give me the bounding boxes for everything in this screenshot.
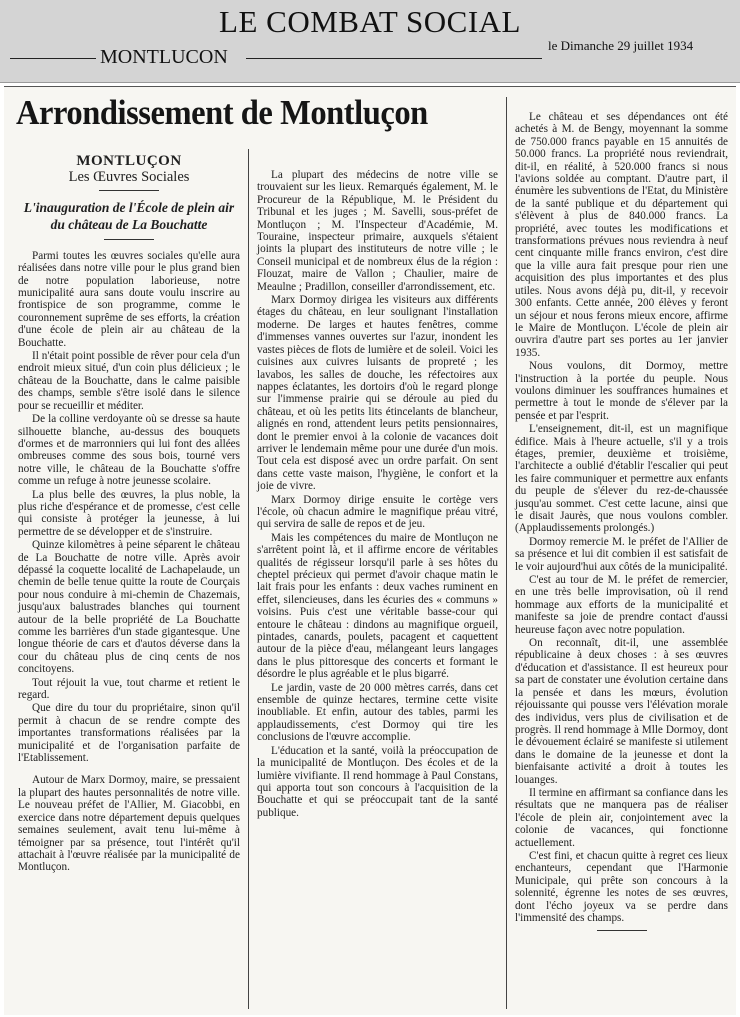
subsection-heading: Les Œuvres Sociales [68, 169, 190, 186]
paragraph: Marx Dormoy dirigea les visiteurs aux différents étages du château, en leur soulignant l'installation moderne. De larges et hautes fenêtres, comme d'immenses vannes ouvertes sur l'azur, inondent les vastes pièces de flots de lumière et de soleil. Voici les cuisines aux cuivres luisants de propreté ; les lavabos, les salles de douche, les réfectoires aux nappes éclatantes, les dortoirs d'où le regard plonge sur l'immense prairie qui se déroule au pied du château, et où les petits lits étincelants de blancheur, alignés en rond, attendent leurs petits pensionnaires, dont le premier envoi à la colonie de vacances doit arriver le lendemain même pour une durée d'un mois. Tout cela est disposé avec un ordre parfait. On sent dans cette vaste maison, l'hygiène, le confort et la joie de vivre. [257, 294, 498, 493]
banner-rule-left [10, 58, 96, 59]
newspaper-page [4, 86, 736, 1015]
article-title: Arrondissement de Montluçon [16, 93, 428, 132]
paragraph: Nous voulons, dit Dormoy, mettre l'instruction à la portée du peuple. Nous voulons diminuer les souffrances humaines et permettre à tout le monde de s'élever par la pensée et par l'esprit. [515, 360, 728, 422]
paragraph: L'enseignement, dit-il, est un magnifique édifice. Mais à l'heure actuelle, s'il y a trois étages, premier, deuxième et troisième, l'architecte a oublié d'établir l'escalier qui peut les faire communiquer et permettre aux enfants du peuple de s'élever du rez-de-chaussée jusqu'au sommet. C'est cette lacune, ainsi que le disait Jaurès, que nous voulons combler. (Applaudissements prolongés.) [515, 423, 728, 535]
paragraph: L'éducation et la santé, voilà la préoccupation de la municipalité de Montluçon. Des écoles et de la lumière vivifiante. Il rend hommage à Paul Constans, qui apporta tout son concours à l'acquisition de la Bouchatte et qui se préoccupait tant de la santé publique. [257, 744, 498, 819]
newspaper-title: LE COMBAT SOCIAL [219, 4, 521, 39]
paragraph: Le château et ses dépendances ont été achetés à M. de Bengy, moyennant la somme de 750.000 francs payable en 15 annuités de 50.000 francs. La propriété nous reviendrait, dit-il, en réalité, à 520.000 francs si nous l'avions soldée au comptant. D'autre part, il énumère les subventions de l'Etat, du Ministère de la santé publique et du département qui s'élèvent à plus de 840.000 francs. La propriété, avec toutes les modifications et transformations prévues nous reviendra à neuf cent cinquante mille francs environ, c'est dire que la ville aura fait presque pour rien une acquisition des plus importantes et des plus utiles. Nous avons déjà pu, dit-il, y recevoir 300 enfants. Cette année, 200 élèves y feront un séjour et nous ferons mieux encore, affirme le Maire de Montluçon. L'école de plein air ouvrira d'autre part ses portes au 1er janvier 1935. [515, 111, 728, 359]
paragraph: Quinze kilomètres à peine séparent le château de La Bouchatte de notre ville. Après avoir dépassé la coquette localité de Lachapelaude, un chemin de belle tenue quitte la route de Courçais pour nous conduire à mi-chemin de Chazemais, jusqu'aux balustrades blanches qui tournent autour de la belle propriété de La Bouchatte comme les barrières d'un stade gigantesque. Une longue théorie de cars et d'autos déverse dans la cour du château plus de cinq cents de nos concitoyens. [18, 539, 240, 676]
paragraph: Marx Dormoy dirige ensuite le cortège vers l'école, où chacun admire le magnifique préau vitré, qui servira de salle de repos et de jeu. [257, 493, 498, 531]
paragraph: Le jardin, vaste de 20 000 mètres carrés, dans cet ensemble de quinze hectares, termine cette visite inoubliable. Et enfin, autour des tables, parmi les applaudissements, c'est Dormoy qui tire les conclusions de l'œuvre accomplie. [257, 681, 498, 744]
banner-rule-right [246, 58, 542, 59]
paragraph: Autour de Marx Dormoy, maire, se pressaient la plupart des hautes personnalités de notre ville. Le nouveau préfet de l'Allier, M. Giacobbi, en exercice dans notre département depuis quelques semaines seulement, avait tenu lui-même à témoigner par sa présence, tout l'intérêt qu'il attachait à l'œuvre réalisée par la municipalité de Montluçon. [18, 774, 240, 874]
headline-rule [104, 239, 154, 240]
article-column-1 [18, 153, 240, 875]
column-divider-2 [506, 97, 507, 1009]
paragraph: La plus belle des œuvres, la plus noble, la plus riche d'espérance et de promesse, c'est celle qui consiste à protéger la jeunesse, à lui permettre de se développer et de s'instruire. [18, 488, 240, 538]
paragraph: C'est au tour de M. le préfet de remercier, en une très belle improvisation, où il rend hommage aux efforts de la municipalité et manifeste sa joie de prendre contact d'aussi heureuse façon avec notre population. [515, 574, 728, 636]
article-end-rule [597, 930, 647, 931]
paragraph: Que dire du tour du propriétaire, sinon qu'il permit à chacun de se rendre compte des importantes transformations réalisées par la municipalité et de l'organisation parfaite de l'Etablissement. [18, 702, 240, 765]
paragraph: On reconnaît, dit-il, une assemblée républicaine à deux choses : à ses œuvres d'éducation et d'assistance. Il est heureux pour sa part de constater une évolution certaine dans la pensée et dans les mœurs, évolution réjouissante qui pousse vers l'élévation morale des individus, vers plus de civilisation et de progrès. Il rend hommage à Mlle Dormoy, dont le dévouement éclairé se manifeste si utilement dans le domaine de la jeunesse et dont la bienfaisante activité a droit à toutes les louanges. [515, 637, 728, 786]
paragraph: Mais les compétences du maire de Montluçon ne s'arrêtent point là, et il affirme encore de véritables qualités de régisseur lorsqu'il parle à ses hôtes du cheptel précieux qui permet d'avoir chaque matin le lait frais pour les enfants : deux vaches ruminent en effet, silencieuses, dans les écuries des « communs » voisins. Puis c'est une véritable basse-cour qui entoure le château : dindons au magnifique orgueil, pintades, canards, poulets, pacagent et caquettent autour de la pièce d'eau, mélangeant leurs langages dans le plus pittoresque des concerts et formant le désordre le plus agréable et le plus bigarré. [257, 531, 498, 681]
paragraph: Il termine en affirmant sa confiance dans les résultats que ne manquera pas de réaliser l'école de plein air, conjointement avec la colonie de vacances, qui fonctionne actuellement. [515, 786, 728, 849]
article-headline: L'inauguration de l'École de plein air du château de La Bouchatte [23, 199, 235, 232]
issue-date: le Dimanche 29 juillet 1934 [548, 38, 694, 53]
paragraph: C'est fini, et chacun quitte à regret ces lieux enchanteurs, cependant que l'Harmonie Municipale, qui prête son concours à la solennité, égrenne les notes de ses œuvres, dont l'écho joyeux va se perdre dans l'immensité des champs. [515, 849, 728, 924]
paragraph: La plupart des médecins de notre ville se trouvaient sur les lieux. Remarqués également, M. le Procureur de la République, M. le Président du Tribunal et les juges ; M. Savelli, sous-préfet de Montluçon ; M. l'Inspecteur d'Académie, M. Touraine, inspecteur primaire, auxquels s'étaient joints la plupart des instituteurs de notre ville ; le Conseil municipal et de nombreux élus de la région : Flouzat, maire de Vallon ; Chaulier, maire de Meaulne ; Pradillon, conseiller d'arrondissement, etc. [257, 169, 498, 293]
banner-city: MONTLUCON [100, 46, 228, 68]
paragraph: De la colline verdoyante où se dresse sa haute silhouette blanche, au-dessus des bouquets d'ormes et de marronniers qui lui font des allées ombreuses comme des sous bois, tourné vers notre ville, le château de la Bouchatte s'offre comme un refuge à notre jeunesse scolaire. [18, 413, 240, 488]
section-heading: MONTLUÇON [76, 153, 182, 169]
column-divider-1 [248, 149, 249, 1009]
newspaper-banner [0, 0, 740, 83]
paragraph: Parmi toutes les œuvres sociales qu'elle aura réalisées dans notre ville pour le plus grand bien de notre population laborieuse, notre municipalité aura sans doute voulu inscrire au frontispice de son programme, comme le couronnement suprême de ses efforts, la création d'une école de plein air au château de la Bouchatte. [18, 249, 240, 349]
paragraph: Tout réjouit la vue, tout charme et retient le regard. [18, 676, 240, 702]
heading-rule [99, 190, 159, 191]
article-column-3 [515, 111, 728, 931]
paragraph: Dormoy remercie M. le préfet de l'Allier de sa présence et lui dit combien il est satisfait de le voir aujourd'hui aux côtés de la municipalité. [515, 535, 728, 573]
article-column-2 [257, 169, 498, 820]
paragraph: Il n'était point possible de rêver pour cela d'un endroit mieux situé, d'un coin plus délicieux ; le château de la Bouchatte, dans le calme paisible des champs, semble s'être isolé dans le silence pour se recueillir et méditer. [18, 350, 240, 412]
